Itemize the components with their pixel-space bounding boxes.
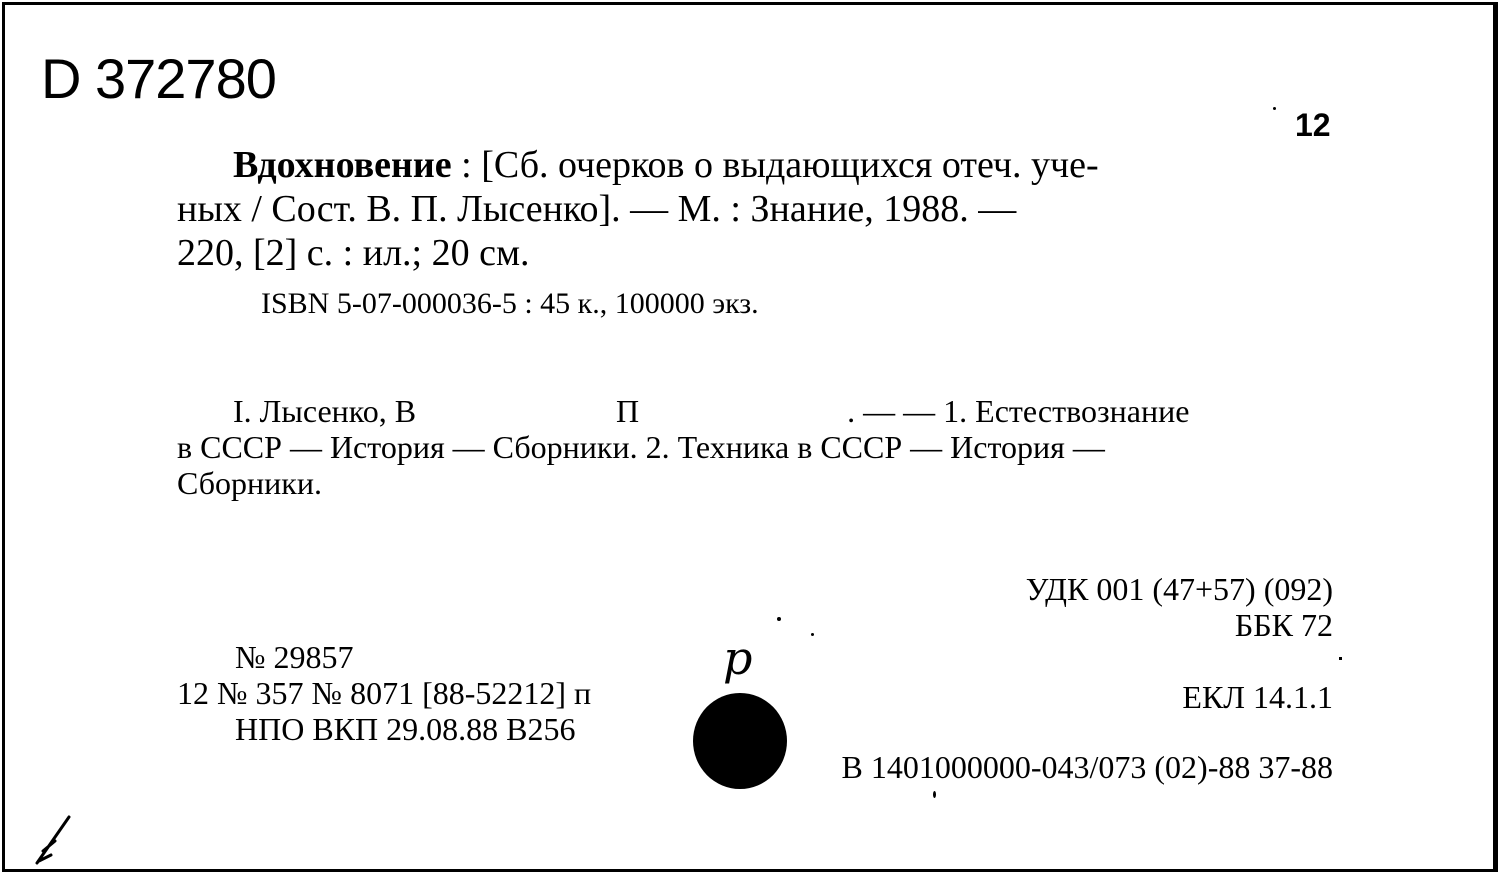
- order-number: № 29857: [235, 639, 354, 675]
- handwritten-mark: р: [723, 631, 753, 685]
- order-line-2: 12 № 357 № 8071 [88-52212] п: [177, 675, 592, 711]
- description-line-1: [177, 143, 1345, 187]
- tracing-line-3: Сборники.: [177, 465, 322, 501]
- udk-code: УДК 001 (47+57) (092): [1025, 571, 1333, 607]
- tracing-subject-1: . — — 1. Естествознание: [847, 393, 1190, 429]
- tracing-line-2: в СССР — История — Сборники. 2. Техника в СССР — История —: [177, 429, 1105, 465]
- tracing-author: I. Лысенко, В: [233, 393, 417, 429]
- classification-block: [1026, 571, 1333, 643]
- ink-speck: [777, 617, 781, 621]
- ekl-code: ЕКЛ 14.1.1: [1182, 679, 1333, 715]
- ink-speck: [1339, 657, 1342, 660]
- call-number: D 372780: [41, 47, 276, 110]
- description-line-2: ных / Сост. В. П. Лысенко]. — М. : Знание, 1988. —: [177, 188, 1017, 230]
- description-line-1-rest: : [Сб. очерков о выдающихся отеч. уче-: [451, 144, 1099, 186]
- ink-speck: [1273, 107, 1276, 110]
- bibliographic-description: [177, 143, 1345, 275]
- catalog-card: [2, 2, 1498, 872]
- ink-blot: [693, 693, 787, 789]
- isbn-line: ISBN 5-07-000036-5 : 45 к., 100000 экз.: [261, 287, 759, 320]
- corner-mark: 12: [1295, 107, 1331, 143]
- order-line-3: НПО ВКП 29.08.88 В256: [235, 711, 576, 747]
- ink-speck: [933, 791, 936, 798]
- pencil-slash-icon: [31, 811, 75, 867]
- ink-speck: [811, 633, 814, 636]
- subject-tracing: [177, 393, 1347, 501]
- book-title: Вдохновение: [233, 144, 452, 186]
- publisher-code: В 1401000000-043/073 (02)-88 37-88: [841, 749, 1333, 785]
- bbk-code: ББК 72: [1234, 607, 1333, 643]
- tracing-initial: П: [616, 393, 640, 429]
- description-line-3: 220, [2] с. : ил.; 20 см.: [177, 232, 530, 274]
- tracing-line-1: [177, 393, 1347, 429]
- order-block: [177, 639, 591, 747]
